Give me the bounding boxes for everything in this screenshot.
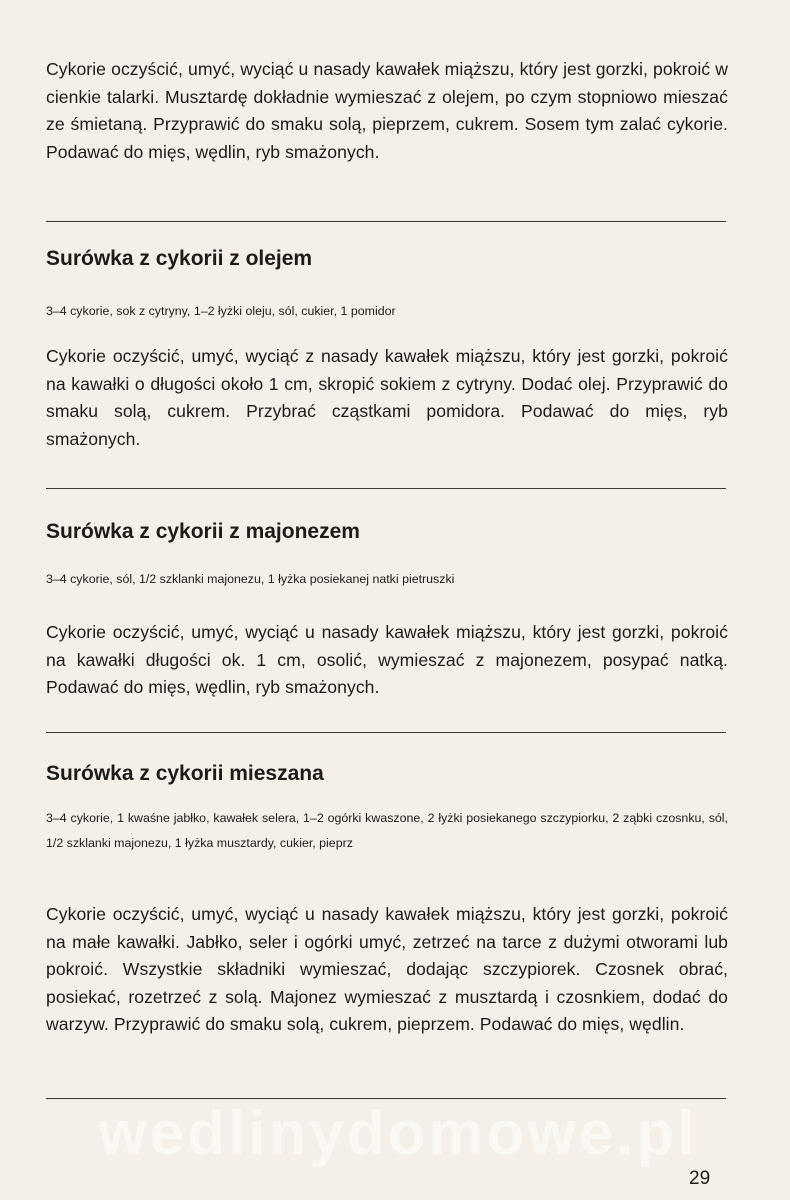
watermark: wedlinydomowe.pl bbox=[98, 1099, 698, 1168]
recipe-instructions: Cykorie oczyścić, umyć, wyciąć u nasady kawałek miąższu, który jest gorzki, pokroić na kawałki długości ok. 1 cm, osolić, wymieszać z majonezem, posypać natką. Podawać do mięs, wędlin, ryb smażonych. bbox=[46, 622, 728, 698]
recipe-title: Surówka z cykorii z olejem bbox=[46, 247, 313, 270]
intro-paragraph: Cykorie oczyścić, umyć, wyciąć u nasady kawałek miąższu, który jest gorzki, pokroić w cienkie talarki. Musztardę dokładnie wymieszać z olejem, po czym stopniowo mieszać ze śmietaną. Przyprawić do smaku solą, pieprzem, cukrem. Sosem tym zalać cykorie. Podawać do mięs, wędlin, ryb smażonych. bbox=[46, 59, 728, 162]
recipe-ingredients: 3–4 cykorie, 1 kwaśne jabłko, kawałek selera, 1–2 ogórki kwaszone, 2 łyżki posiekanego szczypiorku, 2 ząbki czosnku, sól, 1/2 szklanki majonezu, 1 łyżka musztardy, cukier, pieprz bbox=[46, 811, 728, 850]
section-divider bbox=[46, 221, 726, 222]
recipe-instructions: Cykorie oczyścić, umyć, wyciąć z nasady kawałek miąższu, który jest gorzki, pokroić na kawałki o długości około 1 cm, skropić sokiem z cytryny. Dodać olej. Przyprawić do smaku solą, cukrem. Przybrać cząstkami pomidora. Podawać do mięs, ryb smażonych. bbox=[46, 346, 728, 449]
section-divider bbox=[46, 732, 726, 733]
recipe-instructions: Cykorie oczyścić, umyć, wyciąć u nasady kawałek miąższu, który jest gorzki, pokroić na małe kawałki. Jabłko, seler i ogórki umyć, zetrzeć na tarce z dużymi otworami lub pokroić. Wszystkie składniki wymieszać, dodając szczypiorek. Czosnek obrać, posiekać, rozetrzeć z solą. Majonez wymieszać z musztardą i czosnkiem, dodać do warzyw. Przyprawić do smaku solą, cukrem, pieprzem. Podawać do mięs, wędlin. bbox=[46, 904, 728, 1035]
section-divider bbox=[46, 488, 726, 489]
recipe-title: Surówka z cykorii mieszana bbox=[46, 762, 324, 785]
recipe-ingredients: 3–4 cykorie, sok z cytryny, 1–2 łyżki oleju, sól, cukier, 1 pomidor bbox=[46, 304, 396, 318]
recipe-title: Surówka z cykorii z majonezem bbox=[46, 520, 360, 543]
recipe-ingredients: 3–4 cykorie, sól, 1/2 szklanki majonezu, 1 łyżka posiekanej natki pietruszki bbox=[46, 572, 455, 586]
page-number: 29 bbox=[689, 1168, 711, 1189]
